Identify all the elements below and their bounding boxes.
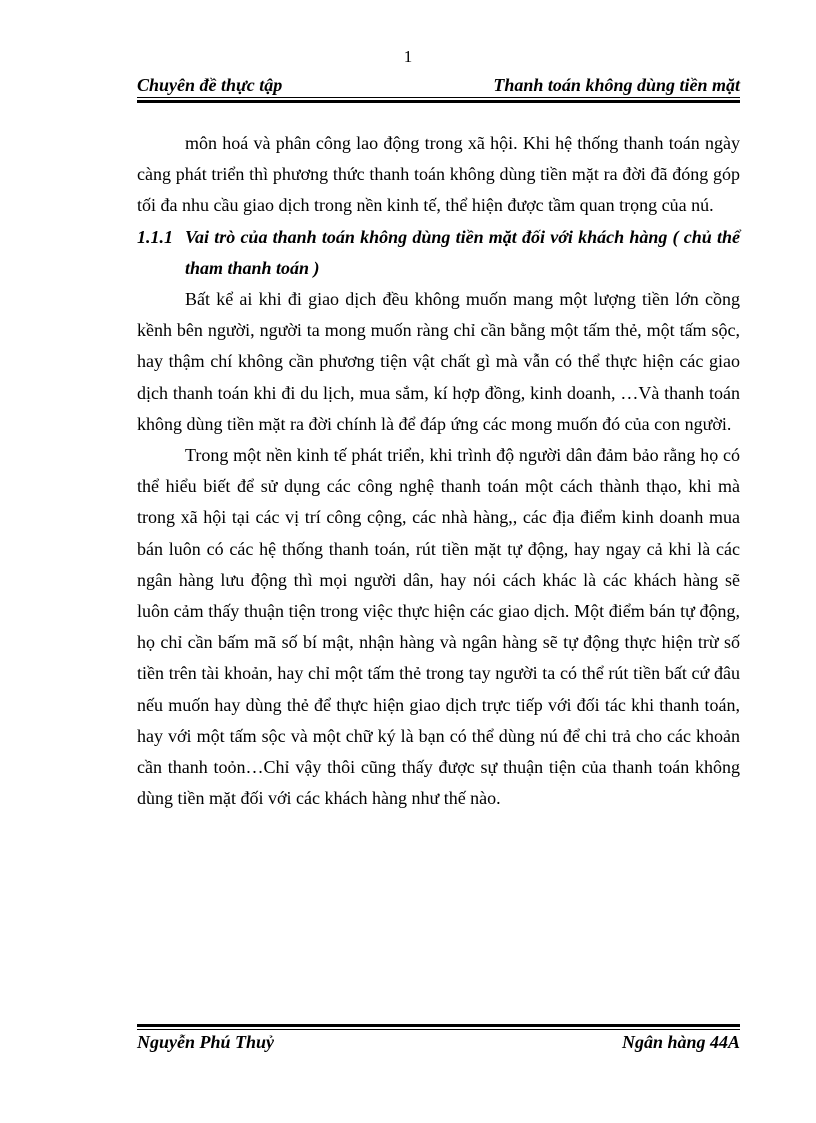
header-rule-thick <box>137 100 740 103</box>
paragraph-1: môn hoá và phân công lao động trong xã hội. Khi hệ thống thanh toán ngày càng phát triển thì phương thức thanh toán không dùng tiền mặt ra đời đã đóng góp tối đa nhu cầu giao dịch trong nền kinh tế, thể hiện được tầm quan trọng của nú. <box>137 133 740 216</box>
page-footer <box>137 1031 740 1055</box>
header-left-title: Chuyên đề thực tập <box>137 75 283 95</box>
header-right-title: Thanh toán không dùng tiền mặt <box>493 75 740 95</box>
section-heading <box>137 222 740 284</box>
paragraph-3: Trong một nền kinh tế phát triển, khi trình độ người dân đảm bảo rằng họ có thể hiểu biết để sử dụng các công nghệ thanh toán một cách thành thạo, khi mà trong xã hội tại các vị trí công cộng, các nhà hàng,, các địa điểm kinh doanh mua bán luôn có các hệ thống thanh toán, rút tiền mặt tự động, hay ngay cả khi là các ngân hàng lưu động thì mọi người dân, hay nói cách khác là các khách hàng sẽ luôn cảm thấy thuận tiện trong việc thực hiện các giao dịch. Một điểm bán tự động, họ chỉ cần bấm mã số bí mật, nhận hàng và ngân hàng sẽ tự động thực hiện trừ số tiền trên tài khoản, hay chỉ một tấm thẻ trong tay người ta có thể rút tiền bất cứ đâu nếu muốn hay dùng thẻ để thực hiện giao dịch trực tiếp với đối tác khi thanh toán, hay với một tấm sộc và một chữ ký là bạn có thể dùng nú để chi trả cho các khoản cần thanh toỏn…Chỉ vậy thôi cũng thấy được sự thuận tiện của thanh toán không dùng tiền mặt đối với các khách hàng như thế nào. <box>137 445 740 809</box>
header-rule-thin <box>137 97 740 98</box>
footer-rule-thin <box>137 1029 740 1030</box>
body-text <box>137 128 740 814</box>
page-number: 1 <box>403 47 413 66</box>
footer-rule-thick <box>137 1024 740 1027</box>
section-heading-text: Vai trò của thanh toán không dùng tiền mặt đối với khách hàng ( chủ thể tham thanh toán ) <box>185 226 740 278</box>
footer-class: Ngân hàng 44A <box>621 1032 740 1052</box>
footer-author: Nguyễn Phú Thuỷ <box>137 1032 275 1052</box>
page-header <box>137 74 740 98</box>
paragraph-2: Bất kể ai khi đi giao dịch đều không muốn mang một lượng tiền lớn cồng kềnh bên người, người ta mong muốn ràng chỉ cần bằng một tấm thẻ, một tấm sộc, hay thậm chí không cần phương tiện vật chất gì mà vẫn có thể thực hiện các giao dịch thanh toán khi đi du lịch, mua sắm, kí hợp đồng, kinh doanh, …Và thanh toán không dùng tiền mặt ra đời chính là để đáp ứng các mong muốn đó của con người. <box>137 289 740 434</box>
section-heading-number: 1.1.1 <box>137 226 173 247</box>
